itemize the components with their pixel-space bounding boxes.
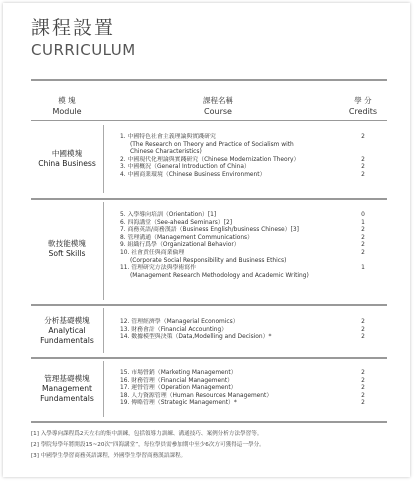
course-item: 16. 財務管理（Financial Management） xyxy=(120,377,234,384)
course-column-header xyxy=(163,95,273,117)
section-divider-vertical xyxy=(103,361,104,417)
footnote: [3] 中國學生學習商務英語課程，外國學生學習商務漢語課程。 xyxy=(31,453,187,459)
module-header-zh: 模 塊 xyxy=(58,96,76,105)
course-item: 10. 社會責任與商業倫理 xyxy=(120,249,185,256)
credit-value: 2 xyxy=(361,171,365,178)
module-name-en: Management xyxy=(41,384,93,393)
section-divider xyxy=(31,198,387,200)
course-item: 6. 四海講堂（See-ahead Seminars）[2] xyxy=(120,219,233,226)
credit-list xyxy=(353,319,373,342)
course-header-en: Course xyxy=(204,107,232,116)
course-item: 3. 中國概況（General Introduction of China） xyxy=(120,164,250,171)
course-list xyxy=(120,212,352,280)
course-item: 5. 入學導向培訓（Orientation）[1] xyxy=(120,212,217,218)
page-title-chinese: 課程設置 xyxy=(31,17,116,39)
credit-value: 2 xyxy=(361,377,365,384)
module-header-en: Module xyxy=(52,107,82,116)
footnote: [1] 入學導向課程爲2天左右的集中訓練，包括領導力訓練、溝通技巧、案例分析方法學習等。 xyxy=(31,431,263,437)
credit-value: 2 xyxy=(361,400,365,407)
course-item: 14. 數據模型與決策（Data,Modelling and Decision）* xyxy=(120,334,272,341)
module-name-zh: 分析基礎模塊 xyxy=(44,316,90,325)
course-item: 9. 組織行爲學（Organizational Behavior） xyxy=(120,242,240,249)
module-name-zh: 中國模塊 xyxy=(51,149,83,158)
course-item: 1. 中國特色社會主義理論與實踐研究 xyxy=(120,134,216,140)
credit-value xyxy=(353,149,373,157)
credit-value: 2 xyxy=(361,134,365,140)
credit-value xyxy=(353,258,373,266)
course-item: 8. 管理溝通（Management Communications） xyxy=(120,234,254,241)
course-item: (Management Research Methodology and Academic Writing) xyxy=(130,272,309,279)
section-divider-vertical xyxy=(103,202,104,300)
credit-value: 0 xyxy=(361,212,365,218)
credit-value: 1 xyxy=(361,265,365,272)
page-title-english: CURRICULUM xyxy=(31,41,136,59)
course-item: 2. 中國現代化理論與實踐研究（Chinese Modernization Theory） xyxy=(120,156,300,163)
section-divider xyxy=(31,357,387,359)
credit-value: 1 xyxy=(361,219,365,226)
credit-value: 2 xyxy=(361,249,365,256)
section-divider-vertical xyxy=(103,308,104,353)
credits-header-en: Credits xyxy=(348,107,378,116)
course-item: 4. 中國商業環境（Chinese Business Environment） xyxy=(120,171,266,178)
module-analytical-fundamentals xyxy=(31,316,103,346)
module-name-zh: 軟技能模塊 xyxy=(48,239,86,248)
credit-value: 2 xyxy=(361,319,365,325)
credit-value xyxy=(353,142,373,150)
course-item: Chinese Characteristics) xyxy=(130,149,202,156)
module-name-en: Soft Skills xyxy=(48,249,86,258)
module-name-en: Fundamentals xyxy=(40,394,94,403)
footnotes xyxy=(31,429,391,462)
credit-value: 2 xyxy=(361,392,365,399)
credit-value: 2 xyxy=(361,334,365,341)
credits-column-header xyxy=(338,95,388,117)
module-soft-skills xyxy=(31,239,103,259)
credit-list xyxy=(353,370,373,408)
course-item: 18. 人力資源管理（Human Resources Management） xyxy=(120,392,273,399)
course-list xyxy=(120,370,352,408)
credit-value: 2 xyxy=(361,326,365,333)
module-name-en: Analytical xyxy=(48,326,86,335)
course-item: 7. 商務英語/商務漢語（Business English/business Chinese）[3] xyxy=(120,227,299,234)
module-management-fundamentals xyxy=(31,374,103,404)
section-divider xyxy=(31,304,387,306)
module-column-header xyxy=(31,95,103,117)
credit-list xyxy=(353,212,373,280)
course-item: (Corporate Social Responsibility and Business Ethics) xyxy=(130,257,287,264)
curriculum-card xyxy=(3,3,410,477)
credits-header-zh: 學 分 xyxy=(354,96,372,105)
module-name-en: China Business xyxy=(38,159,96,168)
header-divider xyxy=(31,120,387,121)
credit-value: 2 xyxy=(361,385,365,392)
course-item: (The Research on Theory and Practice of Socialism with xyxy=(130,141,294,148)
credit-value xyxy=(353,273,373,281)
course-header-zh: 課程名稱 xyxy=(203,96,233,105)
course-list xyxy=(120,319,352,342)
section-divider-vertical xyxy=(103,125,104,193)
course-item: 15. 市場營銷（Marketing Management） xyxy=(120,370,237,376)
credit-value: 2 xyxy=(361,370,365,376)
section-divider xyxy=(31,421,387,423)
module-name-en: Fundamentals xyxy=(40,336,94,345)
course-item: 12. 管理經濟學（Managerial Economics） xyxy=(120,319,239,325)
module-name-zh: 管理基礎模塊 xyxy=(44,374,90,383)
course-item: 13. 財務會計（Financial Accounting） xyxy=(120,326,228,333)
credit-value: 2 xyxy=(361,156,365,163)
credit-value: 2 xyxy=(361,234,365,241)
course-item: 19. 傳略管理（Strategic Management）* xyxy=(120,400,237,407)
footnote: [2] 學院每學年將開設15~20次“四海講堂”，每位學員需參加期中至少6次方可獲得這一學分。 xyxy=(31,442,265,448)
course-item: 17. 運營管理（Operation Management） xyxy=(120,385,237,392)
credit-list xyxy=(353,134,373,180)
module-china-business xyxy=(31,149,103,169)
top-divider xyxy=(31,79,387,81)
credit-value: 2 xyxy=(361,242,365,249)
credit-value: 2 xyxy=(361,164,365,171)
course-item: 11. 管理研究方法與學術寫作 xyxy=(120,265,197,272)
course-list xyxy=(120,134,352,180)
credit-value: 2 xyxy=(361,227,365,234)
